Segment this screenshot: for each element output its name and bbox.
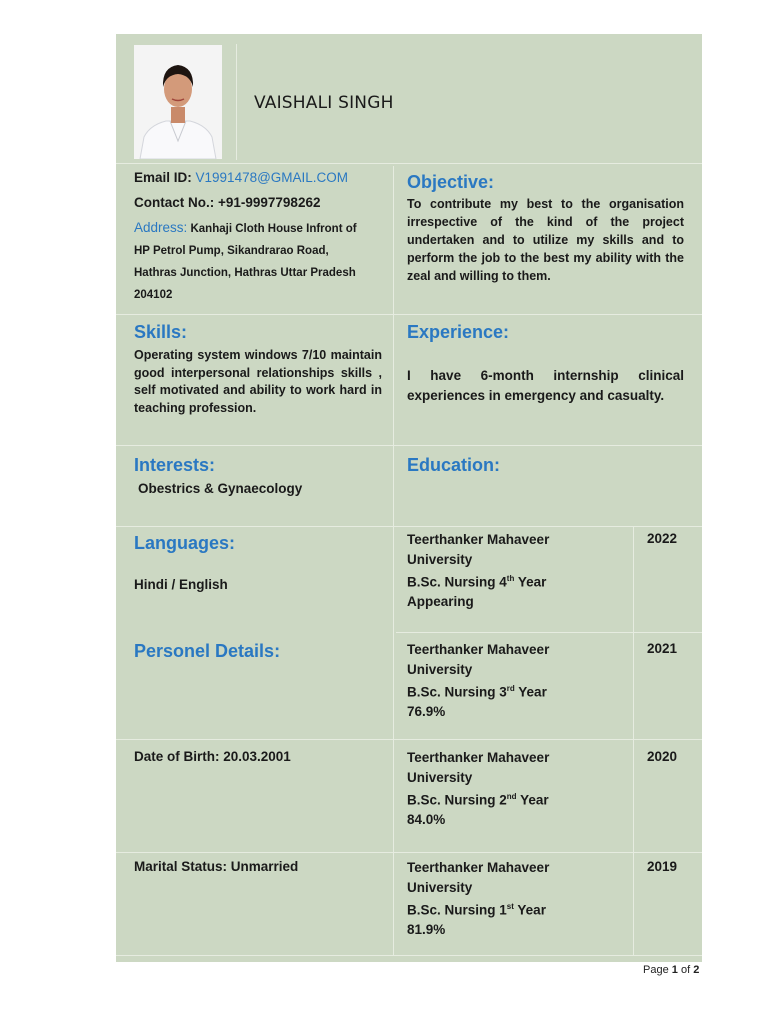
divider	[116, 739, 702, 740]
institution-line: Teerthanker Mahaveer	[407, 750, 550, 765]
address-label: Address:	[134, 220, 188, 235]
education-year: 2019	[647, 859, 678, 874]
education-year: 2020	[647, 749, 678, 764]
course-year-word: Year	[514, 684, 547, 700]
objective-heading: Objective:	[407, 172, 495, 192]
education-heading: Education:	[407, 455, 500, 475]
candidate-name: VAISHALI SINGH	[254, 93, 394, 113]
result-line: 84.0%	[407, 812, 446, 827]
languages-heading: Languages:	[134, 533, 236, 553]
experience-heading: Experience:	[407, 322, 510, 342]
experience-text: I have 6-month internship clinical experiences in emergency and casualty.	[407, 368, 684, 403]
divider	[393, 166, 394, 956]
result-line: Appearing	[407, 594, 474, 609]
course-year-word: Year	[516, 792, 549, 808]
institution-line: Teerthanker Mahaveer	[407, 532, 550, 547]
course-name: B.Sc. Nursing 4	[407, 574, 507, 590]
divider	[236, 44, 237, 160]
email-value[interactable]: V1991478@GMAIL.COM	[195, 170, 349, 185]
divider	[116, 852, 702, 853]
divider	[116, 526, 702, 527]
institution-line: University	[407, 661, 473, 677]
course-year-word: Year	[514, 574, 547, 590]
languages-text: Hindi / English	[134, 577, 228, 592]
divider	[396, 632, 702, 633]
objective-text: To contribute my best to the organisation irrespective of the kind of the project undertaken and to utilize my skills and to perform the job to the best my ability with the zeal and willing to them.	[407, 197, 684, 283]
course-line	[407, 787, 627, 810]
address-first-line	[134, 217, 384, 240]
profile-photo	[134, 45, 222, 159]
course-line	[407, 679, 627, 702]
address-line-3: Hathras Junction, Hathras Uttar Pradesh	[134, 267, 356, 279]
email-line	[134, 170, 348, 185]
education-entry	[407, 530, 627, 612]
divider	[116, 314, 702, 315]
current-page: 1	[671, 964, 678, 976]
course-ordinal: st	[506, 902, 514, 911]
institution-line: Teerthanker Mahaveer	[407, 860, 550, 875]
course-line	[407, 897, 627, 920]
divider	[116, 163, 702, 164]
institution-line: Teerthanker Mahaveer	[407, 642, 550, 657]
course-ordinal: th	[506, 574, 515, 583]
address-block	[134, 217, 384, 306]
education-entry	[407, 748, 627, 830]
course-line	[407, 569, 627, 592]
education-entry	[407, 640, 627, 722]
institution-line: University	[407, 879, 473, 895]
institution-line: University	[407, 769, 473, 785]
interests-heading: Interests:	[134, 455, 216, 475]
total-pages: 2	[693, 964, 700, 976]
course-name: B.Sc. Nursing 2	[407, 792, 507, 808]
result-line: 76.9%	[407, 704, 446, 719]
phone-line: Contact No.: +91-9997798262	[134, 195, 321, 210]
email-label: Email ID:	[134, 170, 192, 185]
address-line-2: HP Petrol Pump, Sikandrarao Road,	[134, 245, 329, 257]
skills-heading: Skills:	[134, 322, 188, 342]
divider	[116, 445, 702, 446]
course-name: B.Sc. Nursing 3	[407, 684, 507, 700]
address-line-4: 204102	[134, 289, 173, 301]
education-year: 2022	[647, 531, 678, 546]
page-word: Page	[643, 964, 669, 976]
course-ordinal: nd	[506, 792, 517, 801]
divider	[633, 526, 634, 956]
address-line-1: Kanhaji Cloth House Infront of	[190, 223, 357, 235]
marital-status: Marital Status: Unmarried	[134, 859, 299, 874]
education-year: 2021	[647, 641, 678, 656]
interests-text: Obestrics & Gynaecology	[138, 481, 303, 496]
of-word: of	[680, 964, 691, 976]
course-year-word: Year	[513, 902, 546, 918]
course-ordinal: rd	[506, 684, 515, 693]
divider	[116, 955, 702, 956]
result-line: 81.9%	[407, 922, 446, 937]
page-number	[643, 964, 699, 976]
course-name: B.Sc. Nursing 1	[407, 902, 507, 918]
institution-line: University	[407, 551, 473, 567]
education-entry	[407, 858, 627, 940]
date-of-birth: Date of Birth: 20.03.2001	[134, 749, 291, 764]
skills-text: Operating system windows 7/10 maintain good interpersonal relationships skills , self motivated and ability to work hard in teaching profession.	[134, 348, 382, 415]
personal-details-heading: Personel Details:	[134, 641, 281, 661]
